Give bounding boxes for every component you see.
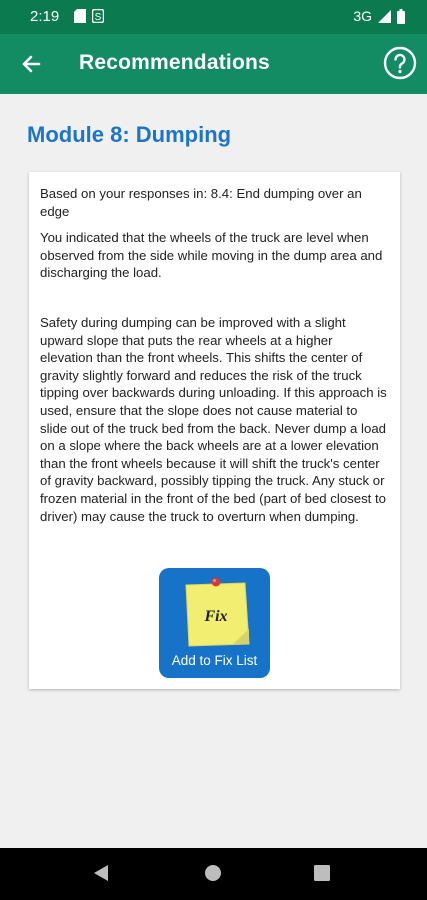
status-time: 2:19 xyxy=(30,8,60,25)
help-button[interactable] xyxy=(383,46,417,80)
svg-text:S: S xyxy=(94,12,102,23)
app-bar xyxy=(0,34,427,94)
sticky-note-text: Fix xyxy=(204,608,228,625)
add-to-fix-list-label: Add to Fix List xyxy=(171,653,258,668)
battery-icon xyxy=(397,9,405,24)
sticky-note-icon xyxy=(159,574,270,650)
signal-icon xyxy=(378,10,391,23)
status-right xyxy=(353,8,405,24)
nav-recents-icon[interactable] xyxy=(314,865,330,881)
status-bar xyxy=(0,0,427,34)
system-nav-bar xyxy=(0,848,427,900)
recommendation-card xyxy=(29,172,400,689)
network-type: 3G xyxy=(353,8,372,24)
add-to-fix-list-button[interactable] xyxy=(159,568,270,678)
recommendation-text: Safety during dumping can be improved with a slight upward slope that puts the rear wheels at a higher elevation than the front wheels. This shifts the center of gravity slightly forward and reduces the risk of the truck tipping over backwards during unloading. If this approach is used, ensure that the slope does not cause material to slide out of the truck bed from the back. Never dump a load on a slope where the back wheels are at a lower elevation than the front wheels because it will shift the truck's center of gravity backward, possibly tipping the truck. Any stuck or frozen material in the front of the bed (part of bed closest to driver) may cause the truck to overturn when dumping. xyxy=(40,315,387,524)
responses-text: Based on your responses in: 8.4: End dumping over an edge xyxy=(40,186,362,219)
help-circle-icon xyxy=(383,46,417,80)
back-button[interactable] xyxy=(14,47,48,81)
status-notification-icons xyxy=(74,9,104,23)
nav-home-icon[interactable] xyxy=(204,864,222,882)
module-title: Module 8: Dumping xyxy=(27,122,232,147)
indicated-text: You indicated that the wheels of the truck are level when observed from the side while moving in the dump area and discharging the load. xyxy=(40,230,383,281)
page-title: Recommendations xyxy=(79,51,270,74)
nav-back-icon[interactable] xyxy=(93,864,109,882)
arrow-left-icon xyxy=(21,54,41,74)
sync-icon xyxy=(92,9,104,23)
sd-card-icon xyxy=(74,9,86,23)
